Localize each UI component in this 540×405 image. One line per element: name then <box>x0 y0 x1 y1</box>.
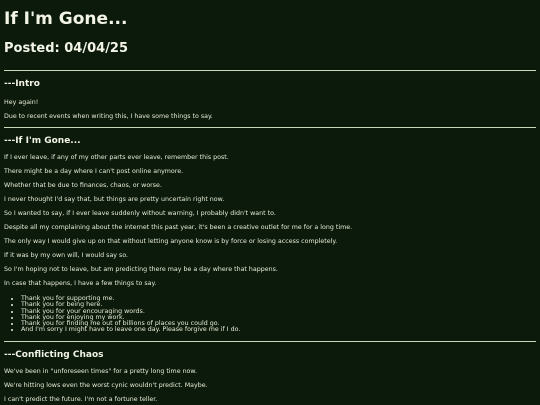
paragraph: Hey again! <box>4 99 39 106</box>
paragraph: Whether that be due to finances, chaos, or worse. <box>4 182 162 189</box>
paragraph: Despite all my complaining about the internet this past year, it's been a creative outlet for me for a long time. <box>4 224 353 231</box>
divider <box>4 70 536 71</box>
paragraph: If it was by my own will, I would say so. <box>4 252 129 259</box>
paragraph: In case that happens, I have a few things to say. <box>4 280 157 287</box>
list-item: • Thank you for enjoying my work. <box>21 315 536 321</box>
section-title-intro: ---Intro <box>4 79 40 89</box>
paragraph: Due to recent events when writing this, I have some things to say. <box>4 113 213 120</box>
thank-you-list <box>4 296 536 334</box>
paragraph: If I ever leave, if any of my other parts ever leave, remember this post. <box>4 154 229 161</box>
paragraph: So I'm hoping not to leave, but am predicting there may be a day where that happens. <box>4 266 278 273</box>
paragraph: I never thought I'd say that, but things are pretty uncertain right now. <box>4 196 225 203</box>
section-title-if-im-gone: ---If I'm Gone... <box>4 136 81 146</box>
list-item: • Thank you for finding me out of billions of places you could go. <box>21 321 536 327</box>
list-item: • Thank you for your encouraging words. <box>21 309 536 315</box>
divider <box>4 127 536 128</box>
paragraph: We've been in "unforeseen times" for a pretty long time now. <box>4 367 197 375</box>
list-item: • Thank you for being here. <box>21 302 536 308</box>
divider <box>4 341 536 342</box>
section-title-conflicting-chaos: ---Conflicting Chaos <box>4 349 104 360</box>
paragraph: There might be a day where I can't post online anymore. <box>4 168 184 175</box>
paragraph: We're hitting lows even the worst cynic wouldn't predict. Maybe. <box>4 381 208 389</box>
paragraph: So I wanted to say, if I ever leave suddenly without warning, I probably didn't want to. <box>4 210 276 217</box>
paragraph: I can't predict the future. I'm not a fortune teller. <box>4 395 158 403</box>
paragraph: The only way I would give up on that without letting anyone know is by force or losing access completely. <box>4 238 338 245</box>
list-item: • Thank you for supporting me. <box>21 296 536 302</box>
posted-date: Posted: 04/04/25 <box>4 41 129 56</box>
list-item: • And I'm sorry I might have to leave one day. Please forgive me if I do. <box>21 327 536 333</box>
post-title: If I'm Gone... <box>4 9 128 29</box>
